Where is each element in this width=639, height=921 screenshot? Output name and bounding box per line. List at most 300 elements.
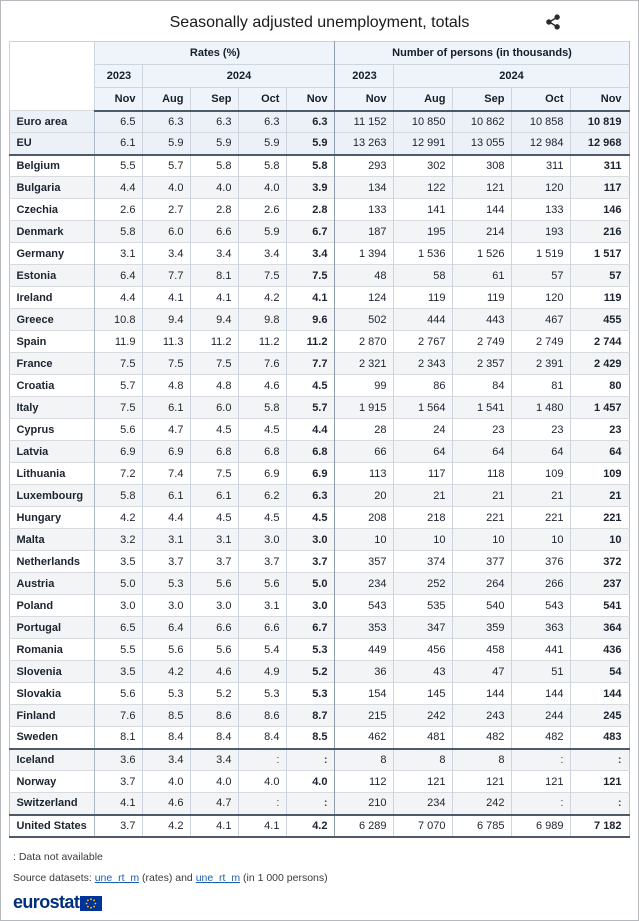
data-cell: 5.3 xyxy=(287,639,335,661)
data-cell: 5.6 xyxy=(95,419,143,441)
source-suffix: (in 1 000 persons) xyxy=(242,871,328,884)
data-cell: 2 749 xyxy=(512,331,571,353)
data-cell: 4.7 xyxy=(191,793,239,815)
data-cell: 51 xyxy=(512,661,571,683)
row-label: Czechia xyxy=(10,199,95,221)
data-cell: 1 480 xyxy=(512,397,571,419)
data-cell: 4.1 xyxy=(143,287,191,309)
data-cell: 443 xyxy=(453,309,512,331)
data-cell: 5.6 xyxy=(191,573,239,595)
source-prefix: Source datasets: xyxy=(13,871,92,884)
data-cell: 133 xyxy=(512,199,571,221)
data-cell: 2.7 xyxy=(143,199,191,221)
table-row xyxy=(10,441,629,463)
data-cell: 11.2 xyxy=(191,331,239,353)
data-cell: 311 xyxy=(571,155,629,177)
data-cell: 3.4 xyxy=(191,749,239,771)
data-cell: 4.9 xyxy=(239,661,287,683)
data-cell: 57 xyxy=(571,265,629,287)
row-label: Cyprus xyxy=(10,419,95,441)
data-cell: 134 xyxy=(335,177,394,199)
data-cell: 141 xyxy=(394,199,453,221)
table-row xyxy=(10,221,629,243)
data-cell: 252 xyxy=(394,573,453,595)
data-cell: 234 xyxy=(335,573,394,595)
data-cell: 119 xyxy=(571,287,629,309)
data-cell: 12 984 xyxy=(512,133,571,155)
row-label: Slovenia xyxy=(10,661,95,683)
data-cell: 81 xyxy=(512,375,571,397)
data-cell: 7.7 xyxy=(287,353,335,375)
data-cell: 99 xyxy=(335,375,394,397)
table-row xyxy=(10,705,629,727)
data-cell: 57 xyxy=(512,265,571,287)
data-cell: 2.8 xyxy=(287,199,335,221)
data-cell: 1 517 xyxy=(571,243,629,265)
data-cell: 4.5 xyxy=(287,375,335,397)
data-cell: 3.0 xyxy=(239,529,287,551)
data-cell: 193 xyxy=(512,221,571,243)
data-cell: 502 xyxy=(335,309,394,331)
table-row xyxy=(10,133,629,155)
data-cell: 7.2 xyxy=(95,463,143,485)
data-cell: 4.0 xyxy=(287,771,335,793)
data-cell: 5.8 xyxy=(239,397,287,419)
table-row xyxy=(10,177,629,199)
table-row xyxy=(10,573,629,595)
data-cell: 5.8 xyxy=(191,155,239,177)
data-cell: 3.4 xyxy=(287,243,335,265)
unemployment-table xyxy=(9,41,629,838)
data-cell: 6.3 xyxy=(239,111,287,133)
row-label: France xyxy=(10,353,95,375)
data-cell: 455 xyxy=(571,309,629,331)
data-cell: 121 xyxy=(512,771,571,793)
data-cell: 3.5 xyxy=(95,661,143,683)
data-cell: 6.9 xyxy=(95,441,143,463)
data-cell: 234 xyxy=(394,793,453,815)
data-cell: 7.5 xyxy=(239,265,287,287)
data-cell: 7.5 xyxy=(287,265,335,287)
data-cell: 5.8 xyxy=(95,221,143,243)
data-cell: 4.0 xyxy=(239,771,287,793)
data-cell: 13 263 xyxy=(335,133,394,155)
data-cell: 64 xyxy=(571,441,629,463)
title-bar xyxy=(1,1,638,41)
table-row xyxy=(10,529,629,551)
data-cell: 4.8 xyxy=(143,375,191,397)
month-header: Nov xyxy=(335,88,394,111)
data-cell: 3.4 xyxy=(239,243,287,265)
data-cell: 359 xyxy=(453,617,512,639)
table-row xyxy=(10,309,629,331)
data-cell: 5.9 xyxy=(143,133,191,155)
data-cell: 11.9 xyxy=(95,331,143,353)
data-cell: 302 xyxy=(394,155,453,177)
data-cell: 144 xyxy=(453,199,512,221)
data-cell: 2.6 xyxy=(95,199,143,221)
data-cell: 2 429 xyxy=(571,353,629,375)
table-row xyxy=(10,463,629,485)
data-cell: 3.7 xyxy=(95,771,143,793)
data-cell: 5.7 xyxy=(287,397,335,419)
table-row xyxy=(10,375,629,397)
data-cell: 376 xyxy=(512,551,571,573)
data-cell: 118 xyxy=(453,463,512,485)
data-cell: 2.6 xyxy=(239,199,287,221)
data-cell: 5.6 xyxy=(95,683,143,705)
table-row xyxy=(10,749,629,771)
data-cell: 3.7 xyxy=(95,815,143,837)
data-cell: 377 xyxy=(453,551,512,573)
data-cell: 218 xyxy=(394,507,453,529)
data-cell: 293 xyxy=(335,155,394,177)
data-cell: 109 xyxy=(512,463,571,485)
data-cell: 353 xyxy=(335,617,394,639)
data-cell: 195 xyxy=(394,221,453,243)
data-cell: 43 xyxy=(394,661,453,683)
row-label: Estonia xyxy=(10,265,95,287)
data-cell: 120 xyxy=(512,177,571,199)
data-cell: 214 xyxy=(453,221,512,243)
data-cell: 12 968 xyxy=(571,133,629,155)
data-cell: 66 xyxy=(335,441,394,463)
data-cell: 5.0 xyxy=(95,573,143,595)
data-cell: 482 xyxy=(453,727,512,749)
data-cell: 6.3 xyxy=(143,111,191,133)
data-cell: 4.2 xyxy=(287,815,335,837)
data-cell: 216 xyxy=(571,221,629,243)
table-row xyxy=(10,771,629,793)
data-cell: 11.3 xyxy=(143,331,191,353)
data-cell: 8.1 xyxy=(191,265,239,287)
data-cell: 2 391 xyxy=(512,353,571,375)
data-cell: 10 862 xyxy=(453,111,512,133)
row-label: Italy xyxy=(10,397,95,419)
data-cell: 10 xyxy=(394,529,453,551)
data-cell: 215 xyxy=(335,705,394,727)
data-cell: 3.7 xyxy=(191,551,239,573)
data-cell: 5.9 xyxy=(239,133,287,155)
table-row xyxy=(10,683,629,705)
table-row xyxy=(10,331,629,353)
data-cell: 237 xyxy=(571,573,629,595)
data-cell: 4.1 xyxy=(191,287,239,309)
data-cell: 3.1 xyxy=(95,243,143,265)
data-cell: 5.2 xyxy=(191,683,239,705)
data-cell: 84 xyxy=(453,375,512,397)
data-cell: 4.4 xyxy=(143,507,191,529)
data-cell: 3.5 xyxy=(95,551,143,573)
data-cell: 3.4 xyxy=(143,749,191,771)
table-row xyxy=(10,155,629,177)
data-cell: 10 xyxy=(453,529,512,551)
row-label: Ireland xyxy=(10,287,95,309)
data-cell: 4.1 xyxy=(191,815,239,837)
data-cell: 364 xyxy=(571,617,629,639)
data-cell: 2 767 xyxy=(394,331,453,353)
month-header: Oct xyxy=(239,88,287,111)
table-row xyxy=(10,727,629,749)
data-cell: 28 xyxy=(335,419,394,441)
month-header: Aug xyxy=(143,88,191,111)
data-cell: 3.6 xyxy=(95,749,143,771)
data-cell: 7.5 xyxy=(95,353,143,375)
data-cell: 3.7 xyxy=(287,551,335,573)
row-label: United States xyxy=(10,815,95,837)
table-row xyxy=(10,815,629,837)
data-cell: 8.6 xyxy=(239,705,287,727)
data-cell: 481 xyxy=(394,727,453,749)
data-cell: 9.6 xyxy=(287,309,335,331)
data-cell: 4.4 xyxy=(287,419,335,441)
table-row xyxy=(10,243,629,265)
data-cell: 11.2 xyxy=(287,331,335,353)
data-cell: 4.5 xyxy=(191,507,239,529)
table-row xyxy=(10,595,629,617)
row-label: Malta xyxy=(10,529,95,551)
data-cell: 543 xyxy=(512,595,571,617)
data-cell: 6.9 xyxy=(239,463,287,485)
data-cell: 8.6 xyxy=(191,705,239,727)
table-row xyxy=(10,661,629,683)
data-cell: 3.1 xyxy=(143,529,191,551)
year-header: 2024 xyxy=(394,65,629,88)
data-cell: 4.4 xyxy=(95,177,143,199)
data-cell: 12 991 xyxy=(394,133,453,155)
data-cell: 187 xyxy=(335,221,394,243)
month-header: Nov xyxy=(95,88,143,111)
data-cell: 2 749 xyxy=(453,331,512,353)
table-row xyxy=(10,111,629,133)
data-cell: 4.7 xyxy=(143,419,191,441)
data-cell: 6.9 xyxy=(287,463,335,485)
data-cell: 121 xyxy=(453,771,512,793)
data-cell: 1 519 xyxy=(512,243,571,265)
data-cell: 4.6 xyxy=(239,375,287,397)
data-cell: 483 xyxy=(571,727,629,749)
data-cell: 4.4 xyxy=(95,287,143,309)
data-cell: 7.5 xyxy=(143,353,191,375)
data-cell: 117 xyxy=(394,463,453,485)
data-cell: 10.8 xyxy=(95,309,143,331)
data-cell: 541 xyxy=(571,595,629,617)
row-label: Romania xyxy=(10,639,95,661)
data-cell: 120 xyxy=(512,287,571,309)
source-dataset-link-persons[interactable]: une_rt_m xyxy=(195,871,241,884)
data-cell: 1 564 xyxy=(394,397,453,419)
data-cell: 20 xyxy=(335,485,394,507)
data-cell: 4.0 xyxy=(143,771,191,793)
data-cell: 3.0 xyxy=(287,529,335,551)
data-cell: 58 xyxy=(394,265,453,287)
data-cell: 3.4 xyxy=(143,243,191,265)
data-cell: 6.3 xyxy=(287,485,335,507)
data-cell: 3.0 xyxy=(191,595,239,617)
row-label: Latvia xyxy=(10,441,95,463)
data-cell: : xyxy=(287,749,335,771)
data-cell: 4.2 xyxy=(143,815,191,837)
data-cell: 4.5 xyxy=(287,507,335,529)
data-cell: 5.4 xyxy=(239,639,287,661)
month-header: Oct xyxy=(512,88,571,111)
data-cell: 47 xyxy=(453,661,512,683)
row-label: Hungary xyxy=(10,507,95,529)
source-line xyxy=(13,872,638,884)
data-cell: 113 xyxy=(335,463,394,485)
row-label: Euro area xyxy=(10,111,95,133)
data-cell: 3.4 xyxy=(191,243,239,265)
data-cell: 21 xyxy=(453,485,512,507)
data-cell: 4.2 xyxy=(239,287,287,309)
table-row xyxy=(10,287,629,309)
data-cell: 5.7 xyxy=(143,155,191,177)
data-cell: 86 xyxy=(394,375,453,397)
data-cell: 4.2 xyxy=(143,661,191,683)
data-cell: 208 xyxy=(335,507,394,529)
data-cell: 4.0 xyxy=(191,771,239,793)
data-cell: : xyxy=(512,749,571,771)
data-cell: 11.2 xyxy=(239,331,287,353)
data-cell: 144 xyxy=(571,683,629,705)
data-cell: 6.9 xyxy=(143,441,191,463)
data-cell: 121 xyxy=(571,771,629,793)
row-label: Sweden xyxy=(10,727,95,749)
table-row xyxy=(10,617,629,639)
corner-cell xyxy=(10,42,95,111)
data-cell: 8.4 xyxy=(143,727,191,749)
row-label: Finland xyxy=(10,705,95,727)
share-icon xyxy=(544,13,562,31)
data-cell: 3.1 xyxy=(191,529,239,551)
data-cell: 23 xyxy=(571,419,629,441)
data-cell: 264 xyxy=(453,573,512,595)
data-cell: 3.2 xyxy=(95,529,143,551)
data-cell: 1 541 xyxy=(453,397,512,419)
data-cell: 308 xyxy=(453,155,512,177)
row-label: Greece xyxy=(10,309,95,331)
data-cell: 5.8 xyxy=(239,155,287,177)
data-cell: 5.7 xyxy=(95,375,143,397)
data-not-available-note: : Data not available xyxy=(13,850,103,863)
data-cell: 9.4 xyxy=(143,309,191,331)
data-cell: 6 785 xyxy=(453,815,512,837)
data-cell: 1 457 xyxy=(571,397,629,419)
data-cell: 8 xyxy=(335,749,394,771)
data-cell: 357 xyxy=(335,551,394,573)
data-cell: 3.7 xyxy=(143,551,191,573)
data-cell: 10 858 xyxy=(512,111,571,133)
data-cell: 4.5 xyxy=(191,419,239,441)
data-cell: 4.6 xyxy=(191,661,239,683)
data-cell: 5.5 xyxy=(95,155,143,177)
data-cell: 6.8 xyxy=(287,441,335,463)
data-cell: 3.0 xyxy=(143,595,191,617)
row-label: Poland xyxy=(10,595,95,617)
data-cell: 5.3 xyxy=(143,573,191,595)
table-row xyxy=(10,507,629,529)
data-cell: 5.9 xyxy=(191,133,239,155)
data-cell: 6.5 xyxy=(95,617,143,639)
data-cell: 4.8 xyxy=(191,375,239,397)
share-button[interactable] xyxy=(542,12,564,34)
data-cell: 441 xyxy=(512,639,571,661)
data-cell: 1 526 xyxy=(453,243,512,265)
data-cell: 7.5 xyxy=(191,463,239,485)
data-cell: 7.6 xyxy=(95,705,143,727)
table-row xyxy=(10,397,629,419)
data-cell: 23 xyxy=(512,419,571,441)
data-cell: 5.9 xyxy=(239,221,287,243)
data-cell: 6 989 xyxy=(512,815,571,837)
column-group-rates: Rates (%) xyxy=(95,42,335,65)
data-cell: : xyxy=(571,793,629,815)
data-cell: 5.2 xyxy=(287,661,335,683)
data-cell: 311 xyxy=(512,155,571,177)
data-cell: 5.0 xyxy=(287,573,335,595)
data-cell: 374 xyxy=(394,551,453,573)
year-header: 2024 xyxy=(143,65,335,88)
data-cell: 2 357 xyxy=(453,353,512,375)
data-cell: 4.5 xyxy=(239,419,287,441)
data-cell: 6.6 xyxy=(191,617,239,639)
data-cell: 6.1 xyxy=(191,485,239,507)
data-cell: 6.8 xyxy=(239,441,287,463)
data-cell: : xyxy=(512,793,571,815)
data-cell: 4.2 xyxy=(95,507,143,529)
data-cell: 363 xyxy=(512,617,571,639)
data-cell: 64 xyxy=(453,441,512,463)
data-cell: 6.7 xyxy=(287,617,335,639)
data-cell: 8.4 xyxy=(239,727,287,749)
row-label: Netherlands xyxy=(10,551,95,573)
data-cell: 4.1 xyxy=(95,793,143,815)
data-cell: 119 xyxy=(453,287,512,309)
data-cell: 6.1 xyxy=(143,485,191,507)
data-cell: : xyxy=(239,749,287,771)
data-cell: 242 xyxy=(453,793,512,815)
data-cell: 11 152 xyxy=(335,111,394,133)
source-mid: (rates) and xyxy=(142,871,193,884)
table-row xyxy=(10,265,629,287)
data-cell: 7 070 xyxy=(394,815,453,837)
data-cell: 8.1 xyxy=(95,727,143,749)
data-cell: 242 xyxy=(394,705,453,727)
data-cell: 1 536 xyxy=(394,243,453,265)
data-cell: 6.3 xyxy=(191,111,239,133)
year-header: 2023 xyxy=(95,65,143,88)
data-cell: 210 xyxy=(335,793,394,815)
data-cell: 6.6 xyxy=(191,221,239,243)
data-cell: 6.1 xyxy=(95,133,143,155)
data-cell: 122 xyxy=(394,177,453,199)
data-cell: 535 xyxy=(394,595,453,617)
data-cell: 8.4 xyxy=(191,727,239,749)
row-label: Germany xyxy=(10,243,95,265)
month-header: Nov xyxy=(571,88,629,111)
table-row xyxy=(10,793,629,815)
source-dataset-link-rates[interactable]: une_rt_m xyxy=(94,871,140,884)
data-cell: 6.5 xyxy=(95,111,143,133)
data-cell: 5.8 xyxy=(287,155,335,177)
data-cell: 121 xyxy=(394,771,453,793)
data-cell: 21 xyxy=(512,485,571,507)
data-cell: 7.7 xyxy=(143,265,191,287)
data-cell: 482 xyxy=(512,727,571,749)
table-row xyxy=(10,639,629,661)
data-cell: 243 xyxy=(453,705,512,727)
data-cell: 4.0 xyxy=(143,177,191,199)
